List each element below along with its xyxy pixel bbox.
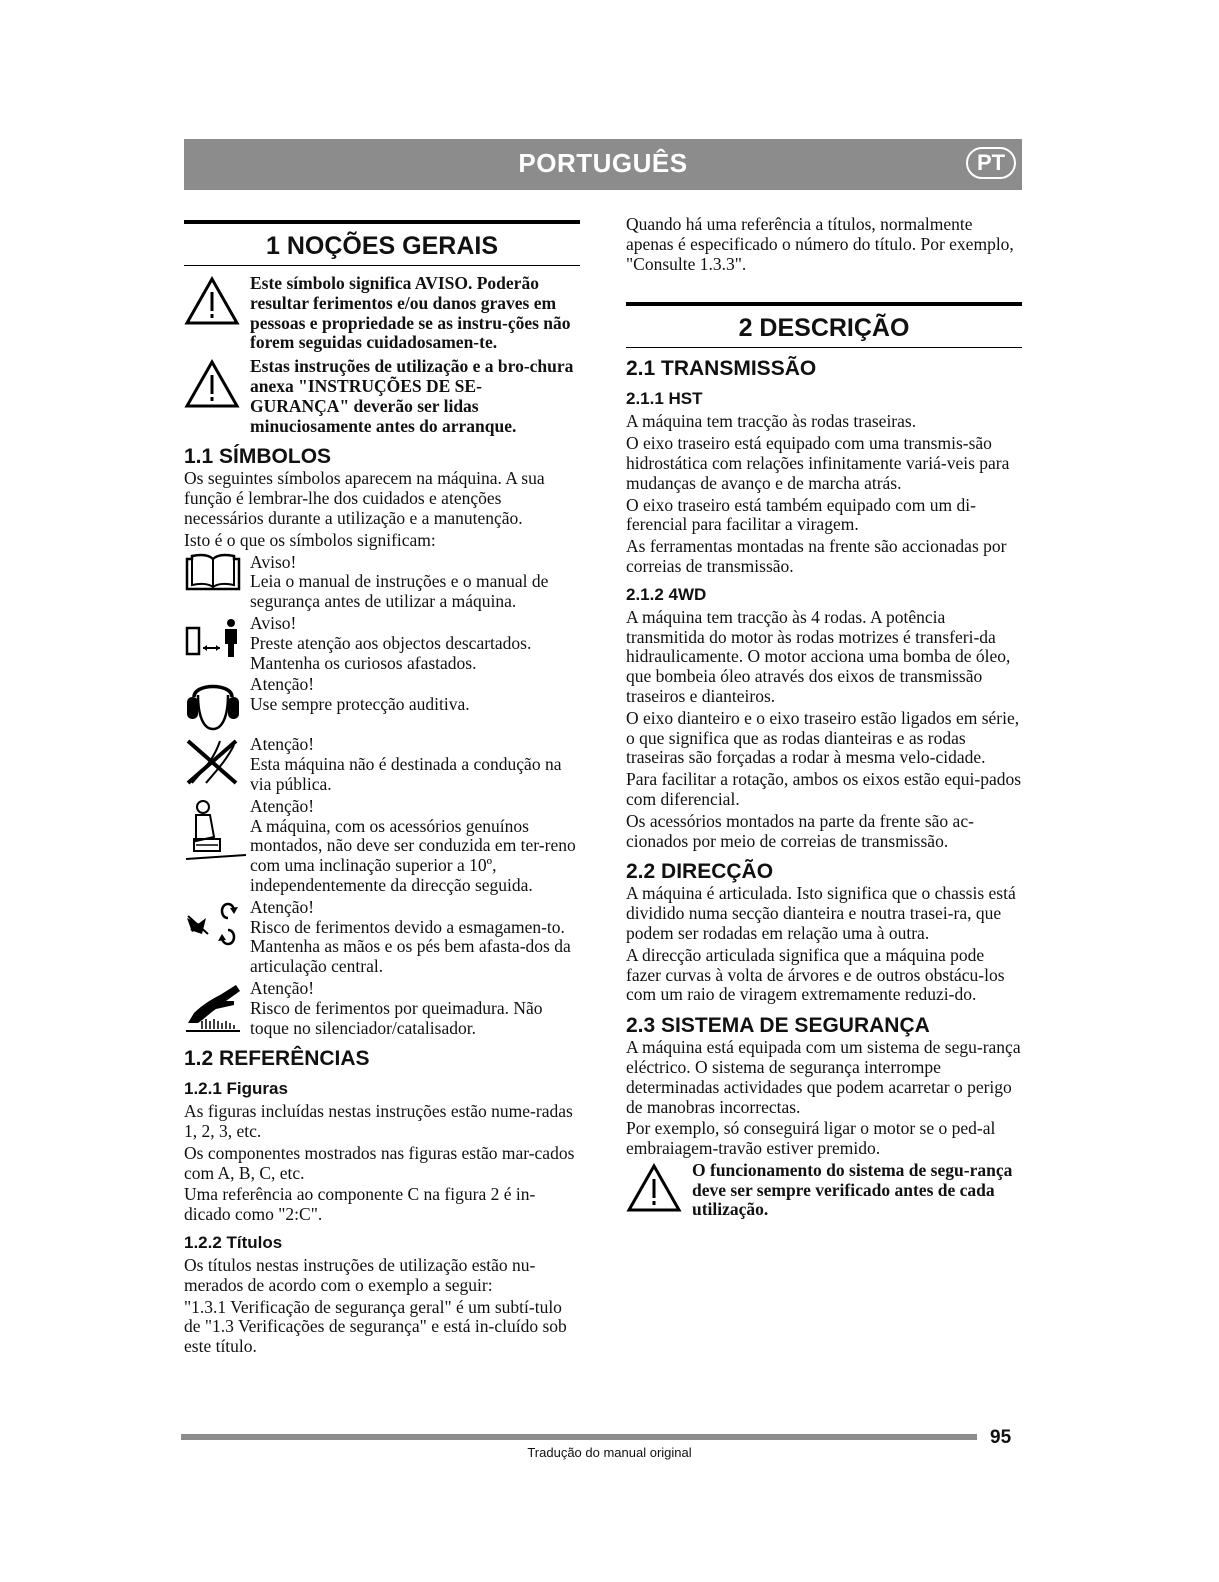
footer-text: Tradução do manual original <box>527 1445 692 1460</box>
section-1-2-1-paragraph-3: Uma referência ao componente C na figura 2 é in-dicado como "2:C". <box>184 1184 536 1225</box>
symbol-text: Esta máquina não é destinada a condução na via pública. <box>250 754 562 794</box>
section-2-2-title: 2.2 DIRECÇÃO <box>626 860 774 884</box>
section-2-1-2-title: 2.1.2 4WD <box>626 584 707 604</box>
section-2-1-2-paragraph-2: O eixo dianteiro e o eixo traseiro estão ligados em série, o que significa que as rodas dianteiras e as rodas traseiras são forçadas a rodar à mesma velo-cidade. <box>626 707 1020 768</box>
section-2-1-1-paragraph-3: O eixo traseiro está também equipado com um di-ferencial para facilitar a viragem. <box>626 494 976 535</box>
book-icon <box>184 553 250 612</box>
slope-warning-icon <box>184 797 250 896</box>
section-1-2-1-title: 1.2.1 Figuras <box>184 1079 288 1099</box>
symbol-title: Atenção! <box>250 674 315 695</box>
footer-rule <box>181 1434 977 1440</box>
symbol-title: Atenção! <box>250 896 315 917</box>
section-2-1-1-paragraph-4: As ferramentas montadas na frente são accionadas por correias de transmissão. <box>626 536 1007 576</box>
hot-surface-icon <box>184 979 250 1038</box>
section-2-1-2-paragraph-1: A máquina tem tracção às 4 rodas. A potência transmitida do motor às rodas motrizes é transferi-da hidraulicamente. O motor acciona uma bomba de óleo, que bombeia óleo através dos eixos de transmissão traseiros e dianteiros. <box>626 606 1011 706</box>
symbol-text: Use sempre protecção auditiva. <box>250 694 470 715</box>
section-2-2-paragraph-1: A máquina é articulada. Isto significa que o chassis está dividido numa secção dianteira e noutra trasei-ra, que podem ser rodadas em relação uma à outra. <box>626 883 1016 943</box>
symbol-title: Atenção! <box>250 795 315 816</box>
symbol-text: Risco de ferimentos devido a esmagamen-to. Mantenha as mãos e os pés bem afasta-dos da articulação central. <box>250 916 571 977</box>
section-2-1-2-paragraph-4: Os acessórios montados na parte da frente são ac-cionados por meio de correias de transmissão. <box>626 810 974 851</box>
warning-triangle-icon <box>184 274 250 353</box>
language-title: PORTUGUÊS <box>518 148 688 178</box>
language-code-badge: PT <box>966 147 1016 179</box>
section-1-2-2-title: 1.2.2 Títulos <box>184 1233 283 1253</box>
warning-text-2: Estas instruções de utilização e a bro-chura anexa "INSTRUÇÕES DE SE-GURANÇA" deverão ser lidas minuciosamente antes do arranque. <box>250 356 574 436</box>
warning-triangle-icon <box>184 357 250 436</box>
section-2-1-1-paragraph-2: O eixo traseiro está equipado com uma transmis-são hidrostática com relações infinitamente variá-veis para mudanças de avanço e de marcha atrás. <box>626 433 1010 493</box>
section-2-3-paragraph-2: Por exemplo, só conseguirá ligar o motor se o ped-al embraiagem-travão estiver premido. <box>626 1118 996 1159</box>
section-2-1-1-title: 2.1.1 HST <box>626 389 703 409</box>
section-1-1-paragraph-2: Isto é o que os símbolos significam: <box>184 529 436 550</box>
symbol-text: Leia o manual de instruções e o manual de segurança antes de utilizar a máquina. <box>250 571 549 612</box>
language-header-bar <box>184 139 1022 190</box>
section-2-3-paragraph-1: A máquina está equipada com um sistema de segu-rança eléctrico. O sistema de segurança interrompe determinadas actividades que podem acarretar o perigo de manobras incorrectas. <box>626 1037 1021 1117</box>
warning-text-1: Este símbolo significa AVISO. Poderão resultar ferimentos e/ou danos graves em pessoas e propriedade se as instru-ções não forem seguidas cuidadosamen-te. <box>250 273 571 353</box>
symbol-item <box>184 614 580 673</box>
symbol-item <box>184 797 580 896</box>
symbol-text: Preste atenção aos objectos descartados. Mantenha os curiosos afastados. <box>250 632 532 673</box>
crush-hazard-icon <box>184 898 250 977</box>
symbol-item <box>184 675 580 733</box>
section-1-2-1-paragraph-1: As figuras incluídas nestas instruções estão nume-radas 1, 2, 3, etc. <box>184 1101 573 1142</box>
symbol-title: Aviso! <box>250 551 297 572</box>
section-2-2-paragraph-2: A direcção articulada significa que a máquina pode fazer curvas à volta de árvores e de outros obstácu-los com um raio de viragem extremamente reduzi-do. <box>626 944 1005 1005</box>
section-2-1-title: 2.1 TRANSMISSÃO <box>626 357 817 381</box>
section-1-1-paragraph-1: Os seguintes símbolos aparecem na máquina. A sua função é lembrar-lhe dos cuidados e atenções necessários durante a utilização e a manutenção. <box>184 468 545 528</box>
bystander-distance-icon <box>184 614 250 673</box>
section-2-3-title: 2.3 SISTEMA DE SEGURANÇA <box>626 1014 930 1038</box>
symbol-item <box>184 979 580 1038</box>
page-number: 95 <box>990 1427 1012 1448</box>
warning-block-2 <box>184 357 580 436</box>
section-1-2-1-paragraph-2: Os componentes mostrados nas figuras estão mar-cados com A, B, C, etc. <box>184 1142 575 1183</box>
section-1-1-title: 1.1 SÍMBOLOS <box>184 445 332 469</box>
references-intro-paragraph: Quando há uma referência a títulos, normalmente apenas é especificado o número do título. Por exemplo, "Consulte 1.3.3". <box>626 214 1014 274</box>
section-1-2-2-paragraph-2: "1.3.1 Verificação de segurança geral" é um subtí-tulo de "1.3 Verificações de segurança" e está in-cluído sob este título. <box>184 1296 567 1357</box>
symbol-title: Aviso! <box>250 612 297 633</box>
left-column <box>184 215 580 1359</box>
warning-block-1 <box>184 274 580 353</box>
no-public-road-icon <box>184 735 250 794</box>
warning-triangle-icon <box>626 1161 692 1220</box>
symbol-item <box>184 898 580 977</box>
warning-block-3 <box>626 1161 1022 1220</box>
symbol-item <box>184 735 580 794</box>
symbol-title: Atenção! <box>250 734 315 755</box>
chapter-1-title: 1 NOÇÕES GERAIS <box>184 220 580 266</box>
right-column <box>626 215 1022 1224</box>
symbol-text: Risco de ferimentos por queimadura. Não toque no silenciador/catalisador. <box>250 997 543 1038</box>
warning-text-3: O funcionamento do sistema de segu-rança deve ser sempre verificado antes de cada utilização. <box>692 1159 1013 1220</box>
section-1-2-2-paragraph-1: Os títulos nestas instruções de utilização estão nu-merados de acordo com o exemplo a seguir: <box>184 1255 536 1295</box>
symbol-text: A máquina, com os acessórios genuínos montados, não deve ser conduzida em ter-reno com uma inclinação superior a 10º, independentemente da direcção seguida. <box>250 815 576 895</box>
section-2-1-2-paragraph-3: Para facilitar a rotação, ambos os eixos estão equi-pados com diferencial. <box>626 769 1022 809</box>
section-1-2-title: 1.2 REFERÊNCIAS <box>184 1047 370 1071</box>
section-2-1-1-paragraph-1: A máquina tem tracção às rodas traseiras. <box>626 411 917 432</box>
chapter-2-title: 2 DESCRIÇÃO <box>626 302 1022 348</box>
symbol-item <box>184 553 580 612</box>
ear-protection-icon <box>184 675 250 733</box>
symbol-title: Atenção! <box>250 977 315 998</box>
